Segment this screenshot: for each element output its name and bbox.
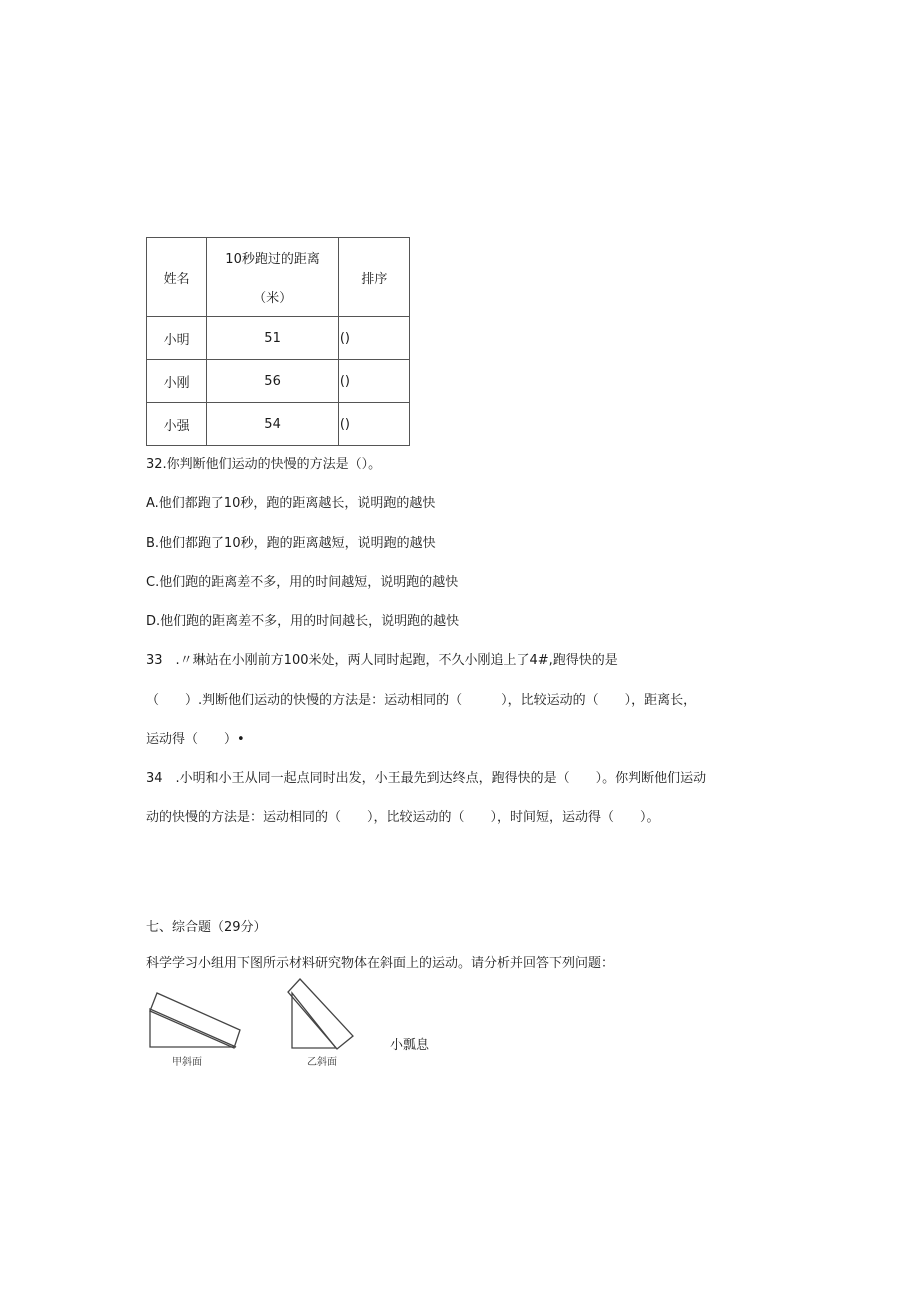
header-distance-line1: 10秒跑过的距离 <box>225 252 320 267</box>
q33-line1: 33 .〃琳站在小刚前方100米处，两人同时起跑，不久小刚追上了4#,跑得快的是 <box>146 653 618 668</box>
cell-name: 小强 <box>147 403 207 446</box>
q33-line2: （ ）.判断他们运动的快慢的方法是：运动相同的（ ），比较运动的（ ），距离长， <box>146 693 697 708</box>
header-distance-line2: （米） <box>253 291 293 306</box>
table-row <box>147 360 410 403</box>
q32-stem: 32.你判断他们运动的快慢的方法是（）。 <box>146 457 382 472</box>
table-row <box>147 317 410 360</box>
q32-option-b: B.他们都跑了10秒，跑的距离越短，说明跑的越快 <box>146 536 436 551</box>
section-7-intro: 科学学习小组用下图所示材料研究物体在斜面上的运动。请分析并回答下列问题： <box>146 956 615 971</box>
cell-rank: () <box>338 403 409 446</box>
caption-slope-b: 乙斜面 <box>307 1057 337 1068</box>
cell-distance: 54 <box>207 403 339 446</box>
header-distance <box>207 238 339 317</box>
cell-name: 小刚 <box>147 360 207 403</box>
header-name: 姓名 <box>147 238 207 317</box>
q32-option-d: D.他们跑的距离差不多，用的时间越长，说明跑的越快 <box>146 614 460 629</box>
cell-rank: () <box>338 317 409 360</box>
q32-option-a: A.他们都跑了10秒，跑的距离越长，说明跑的越快 <box>146 496 436 511</box>
table-header-row <box>147 238 410 317</box>
caption-slope-a: 甲斜面 <box>172 1057 202 1068</box>
slope-b-figure <box>288 979 353 1049</box>
q34-line2: 动的快慢的方法是：运动相同的（ ），比较运动的（ ），时间短，运动得（ ）。 <box>146 810 660 825</box>
section-7-title: 七、综合题（29分） <box>146 920 267 935</box>
q32-option-c: C.他们跑的距离差不多，用的时间越短，说明跑的越快 <box>146 575 459 590</box>
slope-a-triangle <box>150 1009 236 1047</box>
slope-b-board <box>288 979 353 1049</box>
slope-figures <box>140 975 370 1055</box>
table-row <box>147 403 410 446</box>
running-distance-table <box>146 237 410 446</box>
figure-side-label: 小瓢息 <box>390 1038 430 1053</box>
q34-line1: 34 .小明和小王从同一起点同时出发，小王最先到达终点，跑得快的是（ ）。你判断他们运动 <box>146 771 707 786</box>
q33-line3: 运动得（ ）• <box>146 732 245 747</box>
cell-rank: () <box>338 360 409 403</box>
cell-distance: 51 <box>207 317 339 360</box>
cell-distance: 56 <box>207 360 339 403</box>
header-rank: 排序 <box>338 238 409 317</box>
slope-a-figure <box>150 993 240 1048</box>
cell-name: 小明 <box>147 317 207 360</box>
slope-a-board <box>150 993 240 1048</box>
